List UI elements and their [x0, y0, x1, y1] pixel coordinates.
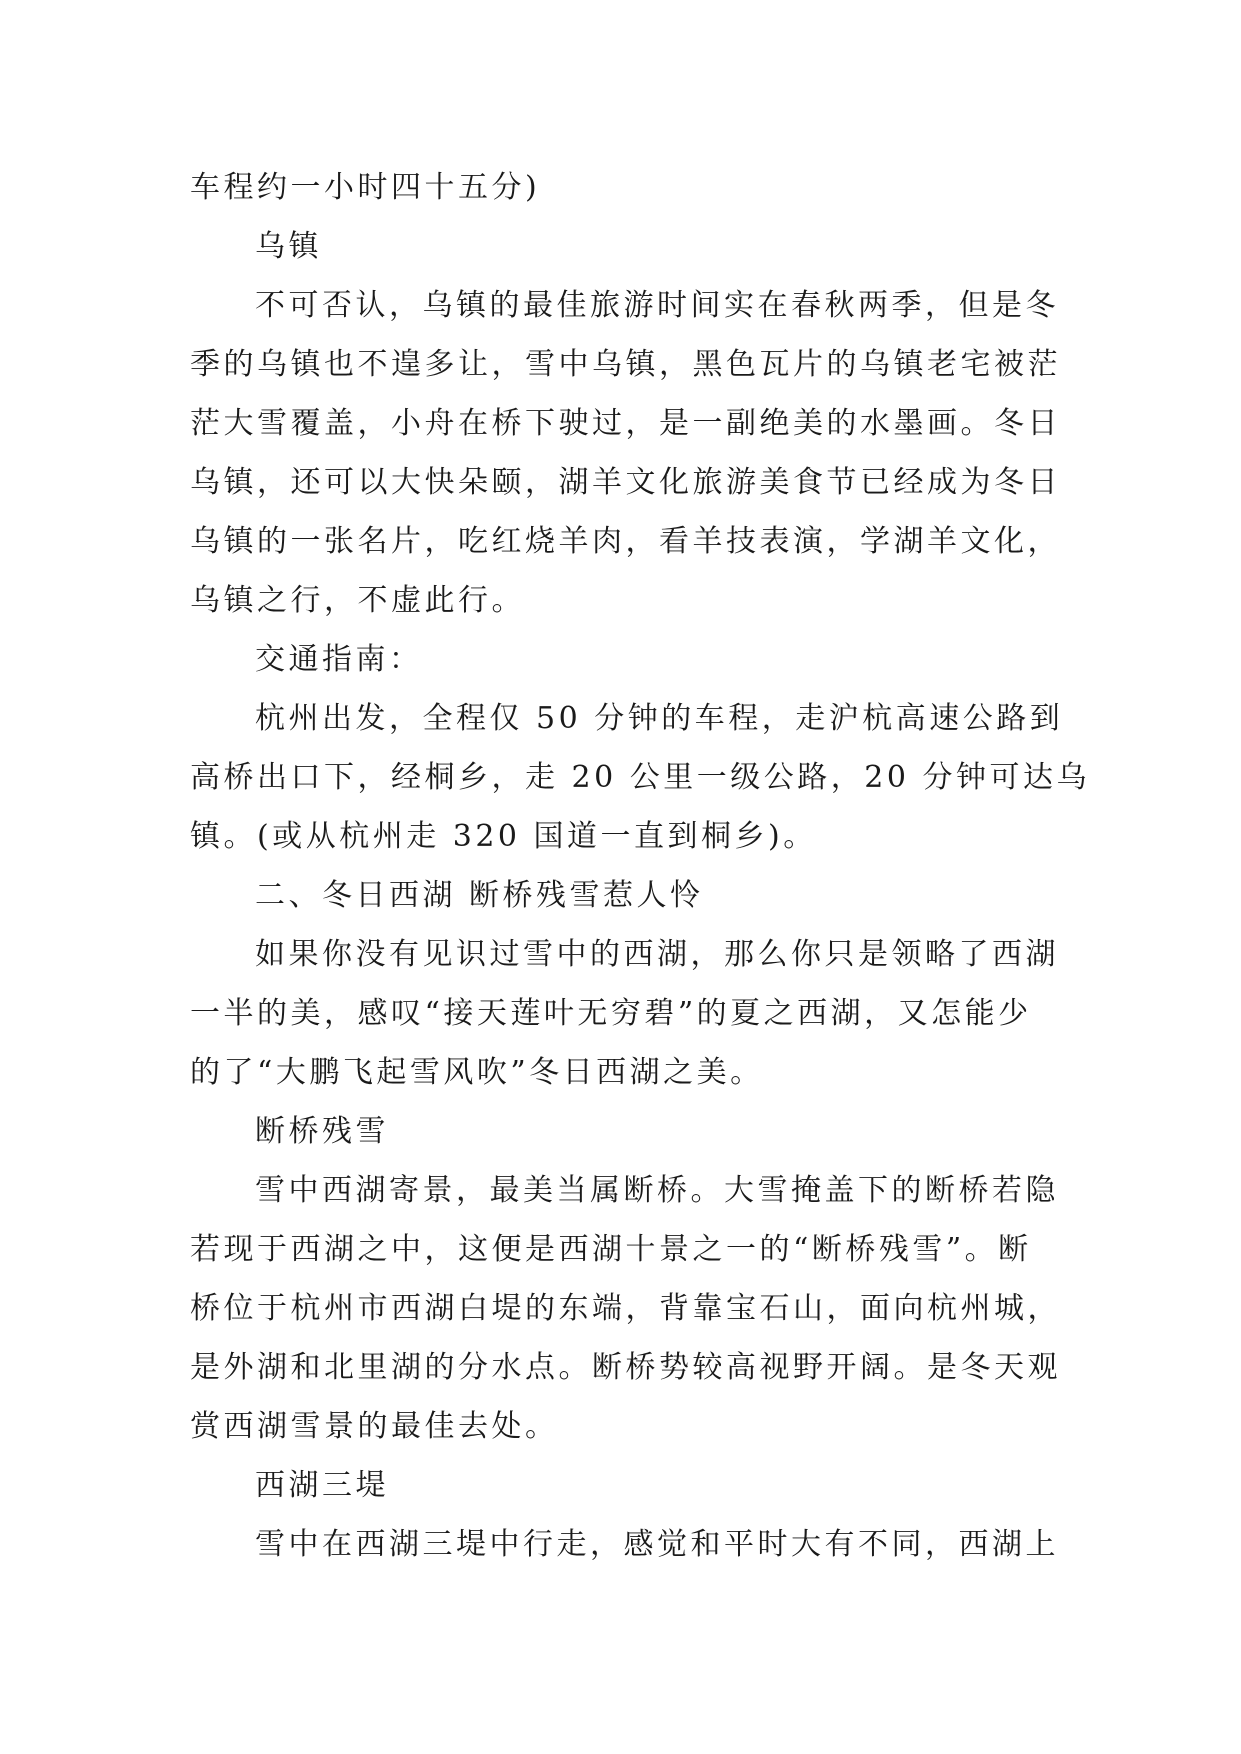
section-heading-transport-guide: 交通指南： — [255, 642, 423, 677]
paragraph-line: 不可否认，乌镇的最佳旅游时间实在春秋两季，但是冬 — [255, 288, 1059, 323]
paragraph-line: 赏西湖雪景的最佳去处。 — [190, 1409, 559, 1444]
paragraph-line: 雪中西湖寄景，最美当属断桥。大雪掩盖下的断桥若隐 — [255, 1173, 1059, 1208]
paragraph-line: 的了“大鹏飞起雪风吹”冬日西湖之美。 — [190, 1055, 764, 1090]
paragraph-line: 雪中在西湖三堤中行走，感觉和平时大有不同，西湖上 — [255, 1527, 1059, 1562]
paragraph-line: 桥位于杭州市西湖白堤的东端，背靠宝石山，面向杭州城， — [190, 1291, 1061, 1326]
text-line-continuation: 车程约一小时四十五分) — [190, 170, 541, 205]
section-heading-three-causeways: 西湖三堤 — [255, 1468, 389, 1503]
paragraph-line: 乌镇，还可以大快朵颐，湖羊文化旅游美食节已经成为冬日 — [190, 465, 1061, 500]
paragraph-line: 一半的美，感叹“接天莲叶无穷碧”的夏之西湖，又怎能少 — [190, 996, 1032, 1031]
paragraph-line: 茫大雪覆盖，小舟在桥下驶过，是一副绝美的水墨画。冬日 — [190, 406, 1061, 441]
paragraph-line: 杭州出发，全程仅 50 分钟的车程，走沪杭高速公路到 — [255, 701, 1064, 736]
paragraph-line: 乌镇的一张名片，吃红烧羊肉，看羊技表演，学湖羊文化， — [190, 524, 1061, 559]
paragraph-line: 乌镇之行，不虚此行。 — [190, 583, 525, 618]
paragraph-line: 是外湖和北里湖的分水点。断桥势较高视野开阔。是冬天观 — [190, 1350, 1061, 1385]
paragraph-line: 若现于西湖之中，这便是西湖十景之一的“断桥残雪”。断 — [190, 1232, 1032, 1267]
paragraph-line: 高桥出口下，经桐乡，走 20 公里一级公路，20 分钟可达乌 — [190, 760, 1090, 795]
section-heading-west-lake: 二、冬日西湖 断桥残雪惹人怜 — [255, 878, 704, 913]
paragraph-line: 如果你没有见识过雪中的西湖，那么你只是领略了西湖 — [255, 937, 1059, 972]
section-heading-broken-bridge: 断桥残雪 — [255, 1114, 389, 1149]
paragraph-line: 季的乌镇也不遑多让，雪中乌镇，黑色瓦片的乌镇老宅被茫 — [190, 347, 1061, 382]
section-heading-wuzhen: 乌镇 — [255, 229, 322, 264]
paragraph-line: 镇。(或从杭州走 320 国道一直到桐乡)。 — [190, 819, 817, 854]
document-body — [190, 158, 1090, 1574]
